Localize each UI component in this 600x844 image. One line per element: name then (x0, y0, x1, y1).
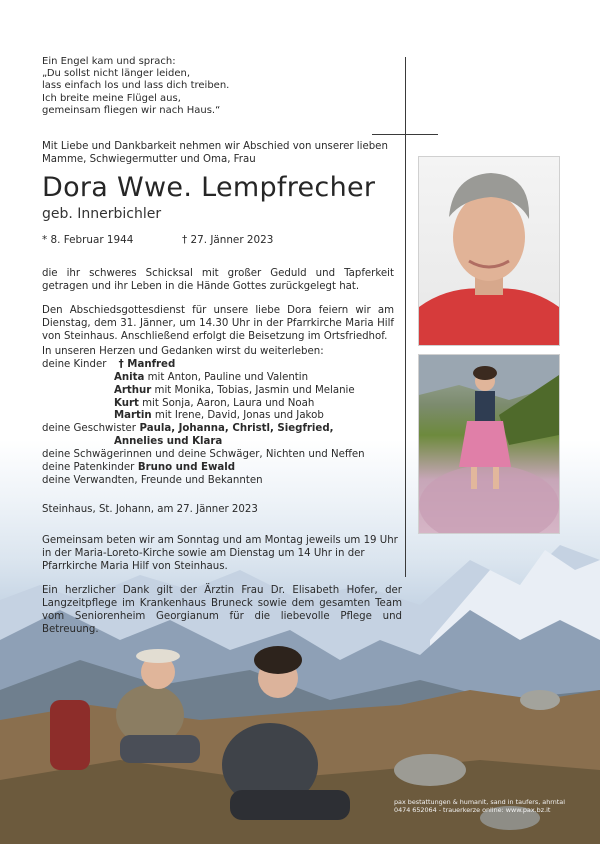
child-family: mit Anton, Pauline und Valentin (144, 371, 309, 383)
cross-horizontal-bar (372, 134, 438, 135)
life-dates (42, 234, 372, 247)
rock (394, 754, 466, 786)
pink-dirndl-skirt (459, 421, 511, 467)
deceased-name: Dora Wwe. Lempfrecher (42, 172, 376, 203)
quote-line: Ein Engel kam und sprach: (42, 56, 176, 67)
siblings-label: deine Geschwister (42, 423, 136, 435)
child-name: Anita (114, 371, 145, 383)
children-row (42, 359, 412, 372)
godchildren-row (42, 462, 412, 475)
backpack (50, 700, 90, 770)
quote-line: gemeinsam fliegen wir nach Haus.“ (42, 104, 221, 116)
child-row (42, 385, 412, 398)
child-name: Martin (114, 410, 152, 422)
rock (520, 690, 560, 710)
youth-illustration (419, 355, 559, 533)
quote-line: lass einfach los und lass dich treiben. (42, 80, 230, 92)
child-family: mit Irene, David, Jonas und Jakob (151, 410, 324, 422)
intro-line: Mamme, Schwiegermutter und Oma, Frau (42, 153, 256, 165)
child-row (42, 398, 412, 411)
child-family: mit Monika, Tobias, Jasmin und Melanie (151, 384, 355, 396)
flower-meadow (419, 465, 559, 533)
portrait-illustration (419, 157, 559, 345)
child-name: † Manfred (118, 358, 176, 370)
child-family: mit Sonja, Aaron, Laura und Noah (138, 397, 315, 409)
relatives-row: deine Verwandten, Freunde und Bekannten (42, 474, 263, 486)
quote-line: „Du sollst nicht länger leiden, (42, 68, 191, 80)
intro-text (42, 141, 402, 167)
opening-quote (42, 56, 382, 117)
siblings-names: Annelies und Klara (114, 436, 223, 448)
child-name: Kurt (114, 397, 139, 409)
woman-hair (254, 646, 302, 674)
credit-line: pax bestattungen & humanit, sand in taufers, ahrntal (394, 798, 566, 806)
credit-line: 0474 652064 - trauerkerze online: www.pax.bz.it (394, 806, 551, 815)
paragraph-thanks: Ein herzlicher Dank gilt der Ärztin Frau Dr. Elisabeth Hofer, der Langzeitpflege im Krankenhaus Bruneck sowie dem gesamten Team vom Seniorenheim Georgianum für die liebevolle Pflege und Betreuung. (42, 585, 402, 635)
child-row (42, 410, 412, 423)
man-legs (120, 735, 200, 763)
child-row (42, 372, 412, 385)
paragraph-funeral-service: Den Abschiedsgottesdienst für unsere liebe Dora feiern wir am Dienstag, dem 31. Jänner, um 14.30 Uhr in der Pfarrkirche Maria Hilf von Steinhaus. Anschließend erfolgt die Beisetzung im Ortsfriedhof. (42, 305, 394, 342)
mourners-list (42, 346, 412, 488)
man-hat (136, 649, 180, 663)
death-date: † 27. Jänner 2023 (182, 234, 274, 246)
paragraph-prayers: Gemeinsam beten wir am Sonntag und am Montag jeweils um 19 Uhr in der Maria-Loreto-Kirche sowie am Dienstag um 14 Uhr in der Pfarrkirche Maria Hilf von Steinhaus. (42, 535, 398, 572)
birth-name: geb. Innerbichler (42, 206, 162, 222)
siblings-row (42, 436, 412, 449)
godchildren-names: Bruno und Ewald (134, 462, 236, 474)
bodice (475, 391, 495, 421)
youth-photo (418, 354, 560, 534)
red-shirt (419, 288, 559, 345)
quote-line: Ich breite meine Flügel aus, (42, 92, 181, 104)
child-name: Arthur (114, 384, 152, 396)
paragraph-fate: die ihr schweres Schicksal mit großer Geduld und Tapferkeit getragen und ihr Leben in die Hände Gottes zurückgelegt hat. (42, 268, 394, 293)
inlaws-row: deine Schwägerinnen und deine Schwäger, Nichten und Neffen (42, 449, 365, 461)
birth-date: * 8. Februar 1944 (42, 234, 134, 246)
intro-line: Mit Liebe und Dankbarkeit nehmen wir Abschied von unserer lieben (42, 141, 388, 152)
place-and-date: Steinhaus, St. Johann, am 27. Jänner 2023 (42, 504, 258, 515)
portrait-photo (418, 156, 560, 346)
siblings-row (42, 423, 412, 436)
leg (471, 467, 477, 489)
funeral-home-credit (394, 798, 594, 815)
leg (493, 467, 499, 489)
woman-legs (230, 790, 350, 820)
mourners-heading: In unseren Herzen und Gedanken wirst du weiterleben: (42, 346, 324, 357)
siblings-names: Paula, Johanna, Christl, Siegfried, (135, 423, 334, 435)
children-label: deine Kinder (42, 358, 107, 370)
godchildren-label: deine Patenkinder (42, 462, 135, 474)
girl-hair (473, 366, 497, 380)
